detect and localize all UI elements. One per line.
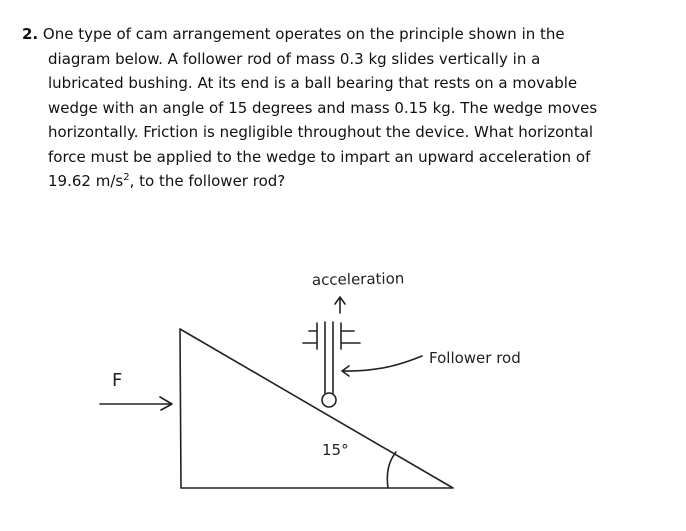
bushing-left [303, 323, 317, 349]
follower-rod-label: Follower rod [429, 349, 521, 367]
force-label: F [112, 370, 123, 391]
follower-rod [325, 322, 333, 393]
bushing-right [341, 323, 360, 349]
follower-leader [342, 356, 422, 376]
problem-line-7-sup: 2 [123, 172, 130, 183]
angle-label: 15° [322, 441, 349, 459]
problem-line-5: horizontally. Friction is negligible throughout the device. What horizontal [48, 123, 594, 141]
problem-line-2: diagram below. A follower rod of mass 0.3 kg slides vertically in a [48, 49, 541, 68]
problem-line-1-text: One type of cam arrangement operates on the principle shown in the [42, 25, 565, 43]
angle-arc [387, 452, 396, 488]
problem-line-4: wedge with an angle of 15 degrees and mass 0.15 kg. The wedge moves [48, 98, 598, 117]
problem-line-7-pre: 19.62 m/s [48, 172, 124, 190]
problem-line-3: lubricated bushing. At its end is a ball bearing that rests on a movable [48, 74, 578, 92]
problem-line-6: force must be applied to the wedge to impart an upward acceleration of [48, 147, 591, 166]
problem-number: 2. [22, 25, 39, 43]
acceleration-label: acceleration [311, 269, 405, 289]
acceleration-arrow [335, 297, 345, 313]
force-arrow [100, 397, 172, 410]
ball-bearing [322, 393, 336, 407]
problem-line-7-post: , to the follower rod? [129, 172, 286, 190]
wedge [180, 329, 453, 488]
